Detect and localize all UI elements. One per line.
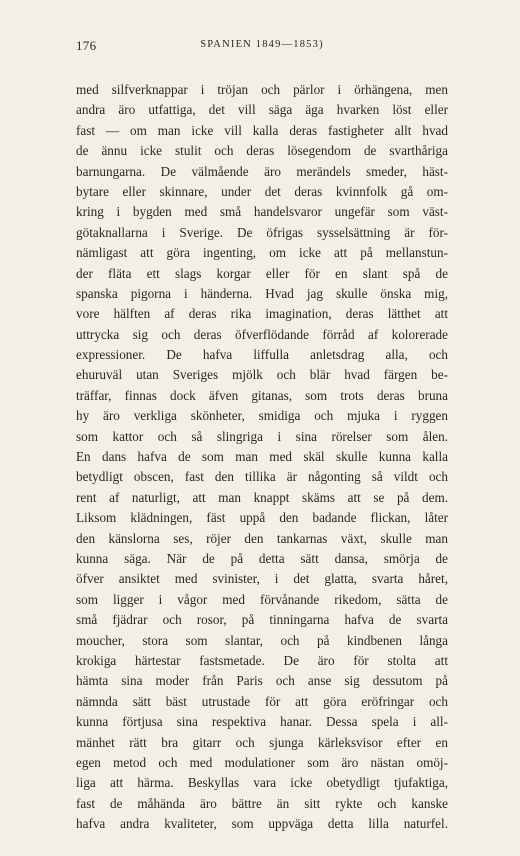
text-line: kring i bygden med små handelsvaror ungefär som väst- (76, 204, 448, 220)
text-line: kunna säga. När de på detta sätt dansa, smörja de (76, 550, 448, 566)
text-line: hafva andra kvaliteter, som uppväga detta lilla naturfel. (76, 816, 448, 832)
text-line: nämnda sätt bäst utrustade för att göra eröfringar och (76, 693, 448, 709)
text-line: som ligger i vågor med förvånande rikedom, sätta de (76, 591, 448, 607)
text-line: betydligt obscen, fast den tillika är någonting så vildt och (76, 469, 448, 485)
text-line: expressioner. De hafva liffulla anletsdrag alla, och (76, 347, 448, 363)
text-line: der fläta ett slags korgar eller för en slant spå de (76, 265, 448, 281)
text-line: som kattor och så slingriga i sina rörelser som ålen. (76, 428, 448, 444)
text-line: fast de måhända äro bättre än sitt rykte och kanske (76, 795, 448, 811)
text-line: träffar, finnas dock äfven gitanas, som trots deras bruna (76, 387, 448, 403)
text-line: ehuruväl utan Sveriges mjölk och blär hvad färgen be- (76, 367, 448, 383)
text-line: egen metod och med modulationer som äro nästan omöj- (76, 754, 448, 770)
text-line: små fjädrar och rosor, på tinningarna hafva de svarta (76, 612, 448, 628)
text-line: moucher, stora som slantar, och på kindbenen långa (76, 632, 448, 648)
text-line: de ännu icke stulit och deras lösegendom de svarthåriga (76, 143, 448, 159)
text-line: kunna förtjusa sina respektiva hanar. Dessa spela i all- (76, 714, 448, 730)
text-line: mänhet rätt bra gitarr och sjunga kärleksvisor efter en (76, 734, 448, 750)
text-line: öfver ansiktet med svinister, i det glatta, svarta håret, (76, 571, 448, 587)
text-line: hy äro verkliga skönheter, smidiga och mjuka i ryggen (76, 408, 448, 424)
text-line: den känslorna ses, röjer den tankarnas växt, skulle man (76, 530, 448, 546)
text-line: vore hälften af deras rika imagination, deras lätthet att (76, 306, 448, 322)
text-line: hämta sina moder från Paris och anse sig dessutom på (76, 673, 448, 689)
text-line: liga att härma. Beskyllas vara icke obetydligt tjufaktiga, (76, 775, 448, 791)
page-number: 176 (76, 38, 97, 53)
text-line: med silfverknappar i tröjan och pärlor i örhängena, men (76, 82, 448, 97)
page-header (76, 38, 448, 58)
text-line: fast — om man icke vill kalla deras fastigheter allt hvad (76, 122, 448, 138)
text-line: uttrycka sig och deras öfverflödande förråd af kolorerade (76, 326, 448, 342)
text-line: rent af naturligt, att man knappt skäms att se på dem. (76, 489, 448, 505)
text-line: krokiga härtestar fastsmetade. De äro för stolta att (76, 652, 448, 668)
text-line: Liksom klädningen, fäst uppå den badande flickan, låter (76, 510, 448, 526)
text-line: götaknallarna i Sverige. De öfrigas sysselsättning är för- (76, 224, 448, 240)
text-line: barnungarna. De välmående äro merändels smeder, häst- (76, 163, 448, 179)
text-line: nämligast att göra ingenting, om icke att på mellanstun- (76, 245, 448, 261)
text-line: En dans hafva de som man med skäl skulle kunna kalla (76, 449, 448, 465)
text-line: spanska pigorna i händerna. Hvad jag skulle önska mig, (76, 285, 448, 301)
running-head: SPANIEN 1849—1853) (200, 39, 324, 50)
text-line: andra äro utfattiga, det vill säga äga hvarken löst eller (76, 102, 448, 118)
body-text (76, 80, 448, 834)
text-line: bytare eller skinnare, under det deras kvinnfolk gå om- (76, 183, 448, 199)
